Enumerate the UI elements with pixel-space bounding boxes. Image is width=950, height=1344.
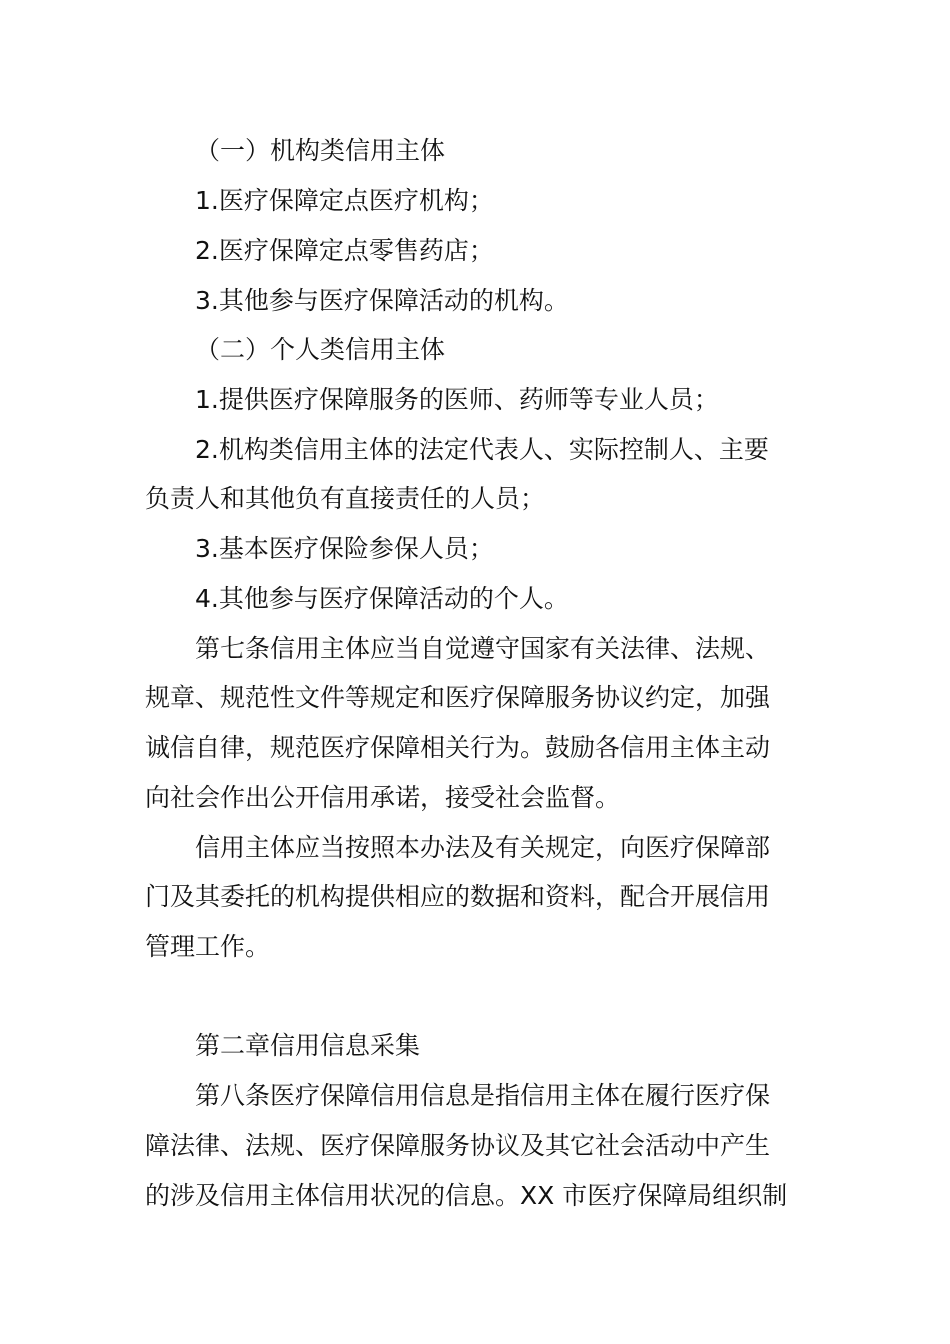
paragraph-line: 管理工作。 <box>145 932 271 961</box>
list-item: 1.医疗保障定点医疗机构； <box>195 186 494 215</box>
section-heading-institutional: （一）机构类信用主体 <box>195 136 446 165</box>
article-seven-line: 向社会作出公开信用承诺，接受社会监督。 <box>145 783 621 812</box>
section-heading-individual: （二）个人类信用主体 <box>195 335 446 364</box>
article-seven-line: 第七条信用主体应当自觉遵守国家有关法律、法规、 <box>195 634 771 663</box>
chapter-heading: 第二章信用信息采集 <box>195 1031 421 1060</box>
list-item: 1.提供医疗保障服务的医师、药师等专业人员； <box>195 385 719 414</box>
article-eight-line: 的涉及信用主体信用状况的信息。XX 市医疗保障局组织制 <box>145 1181 788 1210</box>
article-eight-line: 第八条医疗保障信用信息是指信用主体在履行医疗保 <box>195 1081 771 1110</box>
list-item: 3.基本医疗保险参保人员； <box>195 534 494 563</box>
list-item-continuation: 负责人和其他负有直接责任的人员； <box>145 484 546 513</box>
article-seven-line: 规章、规范性文件等规定和医疗保障服务协议约定，加强 <box>145 683 771 712</box>
paragraph-line: 信用主体应当按照本办法及有关规定，向医疗保障部 <box>195 833 771 862</box>
article-eight-line: 障法律、法规、医疗保障服务协议及其它社会活动中产生 <box>145 1131 771 1160</box>
paragraph-line: 门及其委托的机构提供相应的数据和资料，配合开展信用 <box>145 882 771 911</box>
list-item: 4.其他参与医疗保障活动的个人。 <box>195 584 569 613</box>
list-item: 2.医疗保障定点零售药店； <box>195 236 494 265</box>
list-item: 2.机构类信用主体的法定代表人、实际控制人、主要 <box>195 435 769 464</box>
list-item: 3.其他参与医疗保障活动的机构。 <box>195 286 569 315</box>
article-seven-line: 诚信自律，规范医疗保障相关行为。鼓励各信用主体主动 <box>145 733 771 762</box>
